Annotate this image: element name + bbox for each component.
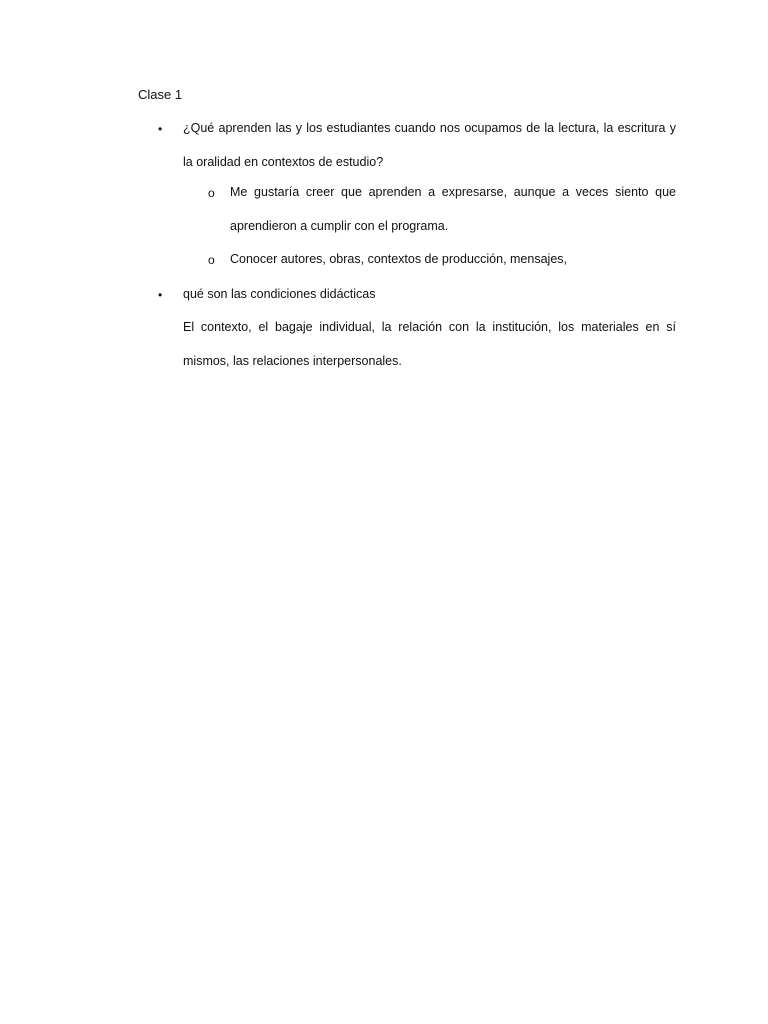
- list-item-question: ¿Qué aprenden las y los estudiantes cuando nos ocupamos de la lectura, la escritura y la oralidad en contextos de estudio?: [183, 121, 676, 169]
- answer-paragraph: El contexto, el bagaje individual, la relación con la institución, los materiales en sí mismos, las relaciones interpersonales.: [183, 320, 676, 368]
- list-item-question: qué son las condiciones didácticas: [183, 287, 376, 301]
- sub-bullet-icon: o: [208, 186, 215, 200]
- document-title: Clase 1: [138, 87, 183, 102]
- bullet-icon: •: [158, 288, 163, 302]
- bullet-icon: •: [158, 122, 163, 136]
- sub-bullet-icon: o: [208, 253, 215, 267]
- sub-list-item: Me gustaría creer que aprenden a expresarse, aunque a veces siento que aprendieron a cumplir con el programa.: [230, 185, 676, 233]
- sub-list-item: Conocer autores, obras, contextos de producción, mensajes,: [230, 252, 567, 266]
